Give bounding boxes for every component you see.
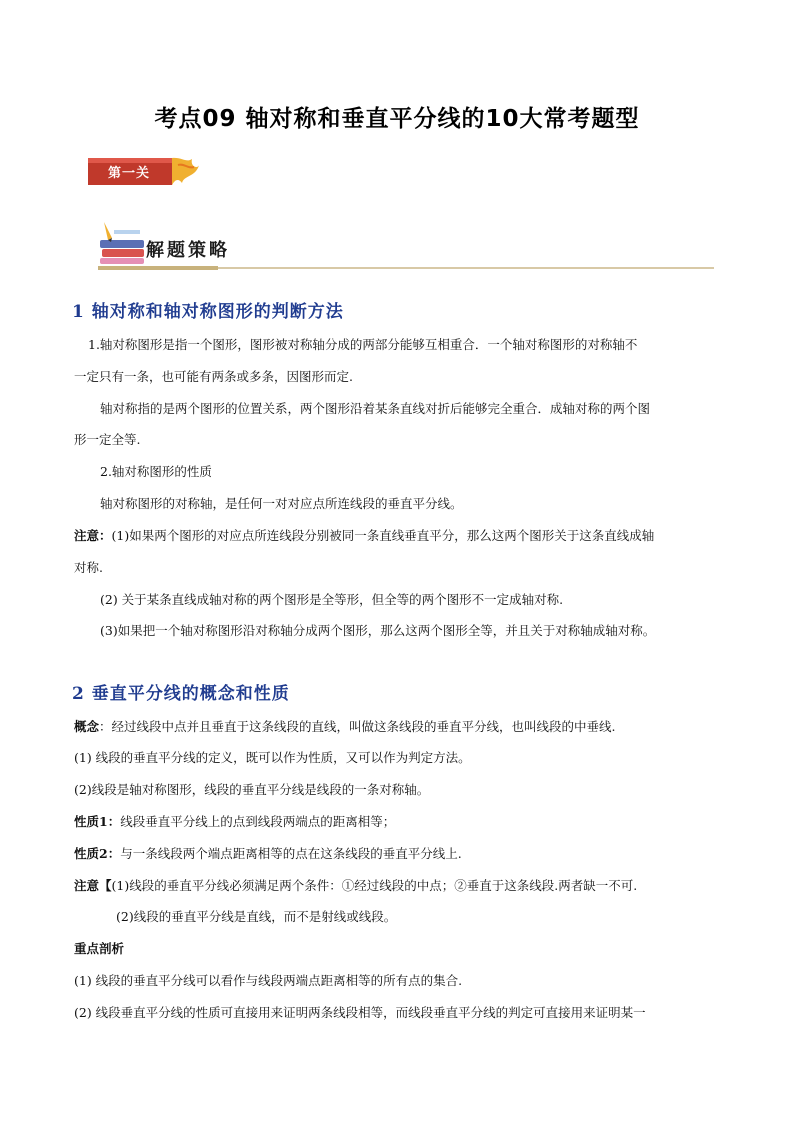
paragraph-line: (2) 线段垂直平分线的性质可直接用来证明两条线段相等，而线段垂直平分线的判定可直接用来证明某一 <box>74 1005 646 1020</box>
paragraph-line: 轴对称图形的对称轴，是任何一对对应点所连线段的垂直平分线。 <box>100 496 463 511</box>
section1-heading: 1 轴对称和轴对称图形的判断方法 <box>72 302 344 322</box>
property-text: 与一条线段两个端点距离相等的点在这条线段的垂直平分线上. <box>120 846 462 861</box>
books-pen-icon <box>98 218 146 266</box>
strategy-label: 解题策略 <box>146 240 230 261</box>
concept-line <box>74 712 722 742</box>
paragraph-line: 轴对称指的是两个图形的位置关系，两个图形沿着某条直线对折后能够完全重合．成轴对称的两个图 <box>100 401 651 416</box>
note-line <box>74 871 722 901</box>
note-label: 注意【 <box>74 878 112 893</box>
paragraph-line: 对称. <box>74 560 103 575</box>
property-label: 性质1： <box>74 814 121 829</box>
note-label: 注意： <box>74 528 112 543</box>
concept-label: 概念 <box>74 719 100 734</box>
concept-text: ：经过线段中点并且垂直于这条线段的直线，叫做这条线段的垂直平分线，也叫线段的中垂线. <box>99 719 616 734</box>
page-title: 考点09 轴对称和垂直平分线的10大常考题型 <box>154 106 640 132</box>
paragraph-line: (1) 线段的垂直平分线的定义，既可以作为性质，又可以作为判定方法。 <box>74 750 471 765</box>
paragraph-line: 形一定全等. <box>74 432 141 447</box>
paragraph-line: (2)线段是轴对称图形，线段的垂直平分线是线段的一条对称轴。 <box>74 782 430 797</box>
property-line <box>74 839 722 869</box>
section2-heading: 2 垂直平分线的概念和性质 <box>72 684 290 704</box>
paragraph-line: (2)线段的垂直平分线是直线，而不是射线或线段。 <box>116 909 397 924</box>
property-text: 线段垂直平分线上的点到线段两端点的距离相等； <box>120 814 396 829</box>
paragraph-line: 2.轴对称图形的性质 <box>100 464 212 479</box>
ribbon-label: 第一关 <box>108 166 151 181</box>
paragraph-line: (3)如果把一个轴对称图形沿对称轴分成两个图形，那么这两个图形全等，并且关于对称轴成轴对称。 <box>100 623 656 638</box>
property-line <box>74 807 722 837</box>
note-text: (1)如果两个图形的对应点所连线段分别被同一条直线垂直平分，那么这两个图形关于这条直线成轴 <box>111 528 655 543</box>
note-text: (1)线段的垂直平分线必须满足两个条件：①经过线段的中点；②垂直于这条线段.两者缺一不可. <box>111 878 638 893</box>
property-label: 性质2： <box>74 846 121 861</box>
strategy-divider <box>98 266 714 272</box>
paragraph-line: (1) 线段的垂直平分线可以看作与线段两端点距离相等的所有点的集合. <box>74 973 463 988</box>
paragraph-line: 1.轴对称图形是指一个图形，图形被对称轴分成的两部分能够互相重合．一个轴对称图形的对称轴不 <box>88 337 638 352</box>
note-line <box>74 521 722 551</box>
paragraph-line: 一定只有一条，也可能有两条或多条，因图形而定. <box>74 369 353 384</box>
paragraph-line: (2) 关于某条直线成轴对称的两个图形是全等形，但全等的两个图形不一定成轴对称. <box>100 592 564 607</box>
key-analysis-label: 重点剖析 <box>74 941 125 956</box>
